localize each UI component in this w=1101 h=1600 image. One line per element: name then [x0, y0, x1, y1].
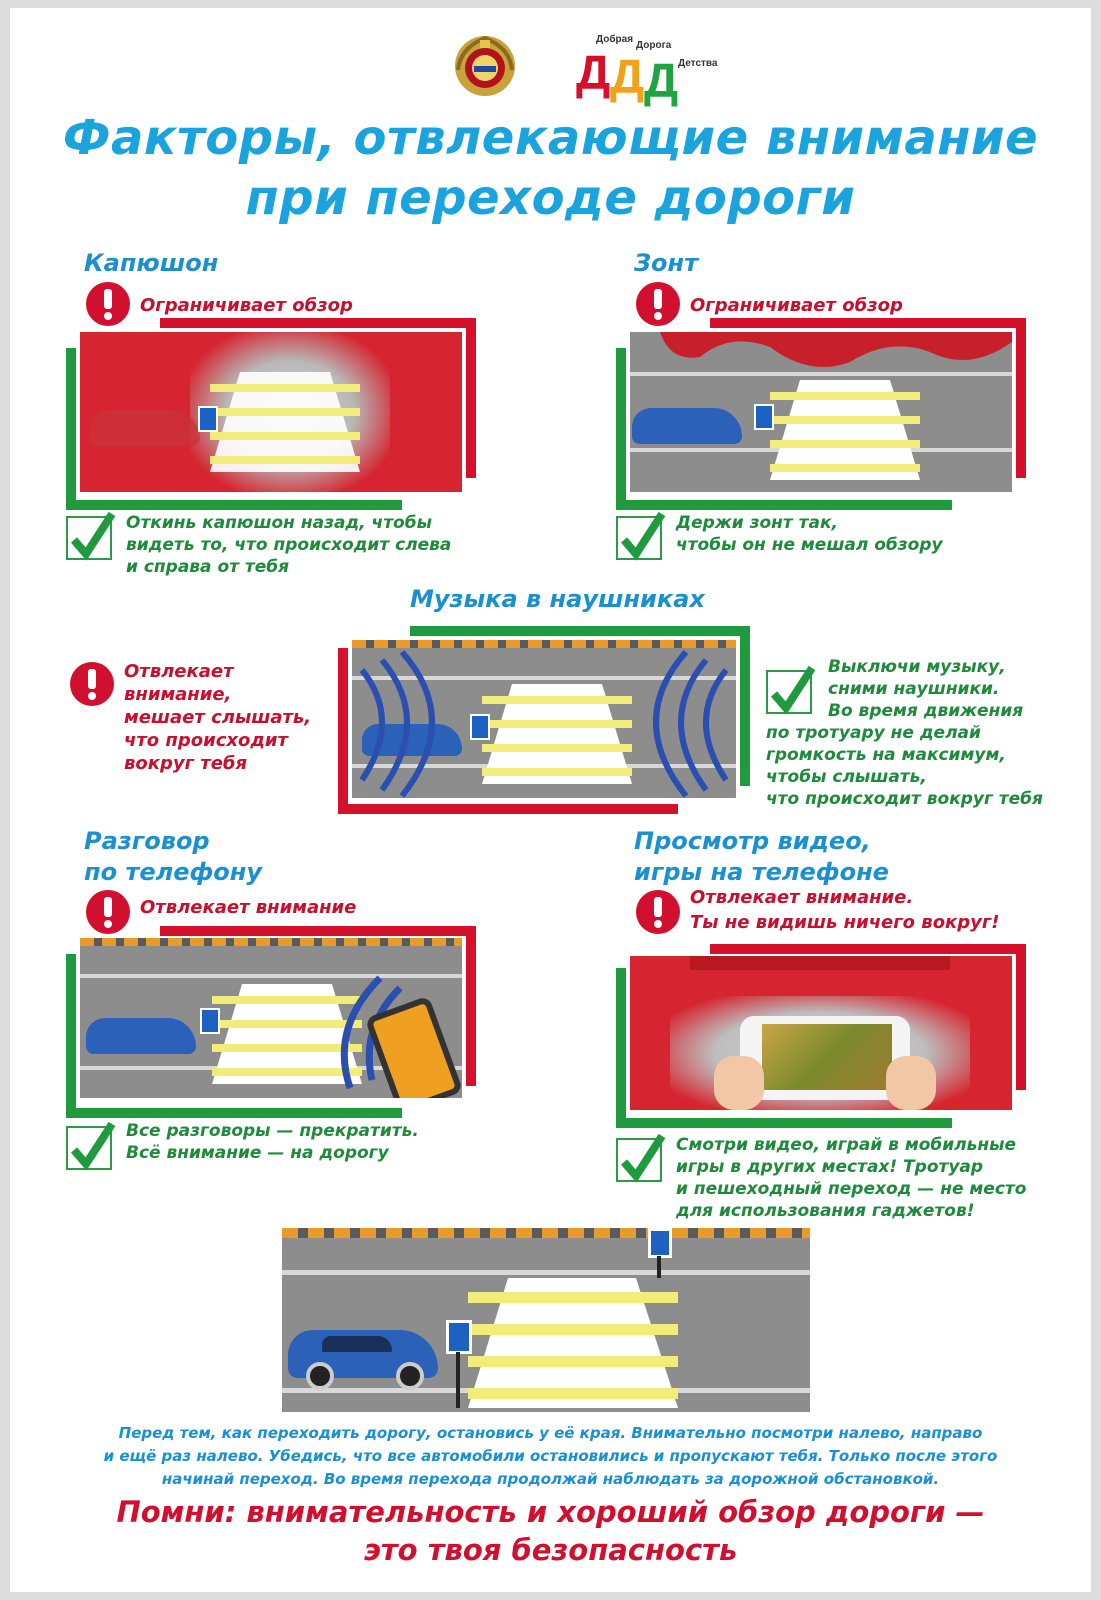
- music-advice-3: Во время движения: [828, 701, 1024, 721]
- music-warning-2: внимание,: [124, 684, 232, 705]
- zebra-crossing: [770, 380, 920, 480]
- car-wheel-rear: [396, 1362, 424, 1390]
- music-warning-3: мешает слышать,: [124, 707, 312, 728]
- umbrella-advice-1: Держи зонт так,: [676, 513, 838, 533]
- video-title-1: Просмотр видео,: [634, 827, 871, 855]
- music-advice-6: чтобы слышать,: [766, 767, 927, 787]
- poster-title-line1: Факторы, отвлекающие внимание: [62, 110, 1039, 166]
- frame-green-left: [66, 954, 76, 1118]
- frame-red-right: [1016, 944, 1026, 1090]
- pedestrian-crossing-sign-icon: [200, 1008, 220, 1034]
- music-title: Музыка в наушниках: [410, 585, 705, 613]
- video-scene: [630, 956, 1012, 1110]
- hood-title: Капюшон: [84, 249, 219, 277]
- car-icon: [632, 408, 742, 444]
- game-screen: [762, 1024, 892, 1090]
- umbrella-advice-2: чтобы он не мешал обзору: [676, 535, 943, 555]
- exclamation-icon: [636, 890, 680, 934]
- frame-red-right: [1016, 318, 1026, 478]
- frame-red-top: [710, 318, 1026, 328]
- video-advice-2: игры в других местах! Тротуар: [676, 1157, 984, 1177]
- pedestrian-crossing-sign-icon: [648, 1228, 672, 1258]
- pedestrian-crossing-sign-icon: [754, 404, 774, 430]
- sign-pole: [657, 1256, 661, 1278]
- check-icon: [616, 516, 662, 560]
- footer-text-2: и ещё раз налево. Убедись, что все автомобили остановились и пропускают тебя. Только после этого: [103, 1447, 998, 1465]
- hand-right: [886, 1056, 936, 1110]
- footer-text-1: Перед тем, как переходить дорогу, остановись у её края. Внимательно посмотри налево, направо: [118, 1424, 983, 1442]
- exclamation-icon: [86, 890, 130, 934]
- umbrella-title: Зонт: [634, 249, 699, 277]
- video-title-2: игры на телефоне: [634, 858, 889, 886]
- final-message-1: Помни: внимательность и хороший обзор дороги —: [116, 1495, 985, 1529]
- logo-letter-1: Д: [576, 47, 611, 100]
- frame-red-top: [160, 318, 476, 328]
- video-advice-3: и пешеходный переход — не место: [676, 1179, 1027, 1199]
- video-warning-2: Ты не видишь ничего вокруг!: [690, 912, 1000, 933]
- umbrella-scene: [630, 332, 1012, 492]
- car-icon: [288, 1330, 438, 1378]
- footer-text-3: начинай переход. Во время перехода продолжай наблюдать за дорожной обстановкой.: [161, 1470, 940, 1488]
- music-warning-1: Отвлекает: [124, 661, 234, 682]
- car-icon: [90, 410, 200, 446]
- frame-red-left: [338, 648, 348, 814]
- logo-text-2: Дорога: [636, 40, 672, 51]
- music-advice-4: по тротуару не делай: [766, 723, 981, 743]
- exclamation-icon: [636, 282, 680, 326]
- phone-call-scene: [80, 938, 462, 1098]
- frame-green-left: [66, 348, 76, 510]
- frame-green-right: [740, 626, 750, 786]
- frame-red-right: [466, 318, 476, 478]
- music-advice-1: Выключи музыку,: [828, 657, 1006, 677]
- frame-red-right: [466, 926, 476, 1086]
- video-warning-1: Отвлекает внимание.: [690, 887, 914, 908]
- check-icon: [616, 1138, 662, 1182]
- zebra-crossing: [210, 372, 360, 472]
- phone-call-title-1: Разговор: [84, 827, 210, 855]
- hood-advice-2: видеть то, что происходит слева: [126, 535, 452, 555]
- car-wheel-front: [306, 1362, 334, 1390]
- logo-letter-2: Д: [610, 51, 645, 104]
- exclamation-icon: [86, 282, 130, 326]
- music-warning-4: что происходит: [124, 730, 288, 751]
- hood-scene: [80, 332, 462, 492]
- video-advice-4: для использования гаджетов!: [676, 1201, 975, 1221]
- hand-left: [714, 1056, 764, 1110]
- exclamation-icon: [70, 662, 114, 706]
- frame-green-bottom: [66, 1108, 402, 1118]
- logo-text-1: Добрая: [596, 34, 634, 45]
- ddd-logo: [576, 32, 736, 108]
- police-emblem-icon: [450, 30, 520, 100]
- umbrella-edge: [630, 332, 1012, 382]
- car-window: [322, 1336, 392, 1352]
- frame-green-top: [410, 626, 750, 636]
- check-icon: [66, 1126, 112, 1170]
- check-icon: [66, 516, 112, 560]
- music-advice-5: громкость на максимум,: [766, 745, 1006, 765]
- check-icon: [766, 670, 812, 714]
- hood-advice-3: и справа от тебя: [126, 557, 290, 577]
- frame-green-left: [616, 968, 626, 1128]
- hood-advice-1: Откинь капюшон назад, чтобы: [126, 513, 432, 533]
- pedestrian-crossing-sign-icon: [446, 1320, 472, 1354]
- frame-red-bottom: [338, 804, 678, 814]
- sign-pole: [456, 1352, 460, 1408]
- music-advice-7: что происходит вокруг тебя: [766, 789, 1043, 809]
- bottom-road-scene: [282, 1228, 810, 1412]
- car-icon: [86, 1018, 196, 1054]
- sound-waves-icon: [352, 640, 736, 798]
- frame-red-top: [160, 926, 476, 936]
- phone-call-title-2: по телефону: [84, 858, 262, 886]
- pedestrian-crossing-sign-icon: [198, 406, 218, 432]
- frame-red-top: [710, 944, 1026, 954]
- music-advice-2: сними наушники.: [828, 679, 1000, 699]
- music-warning-5: вокруг тебя: [124, 753, 248, 774]
- logo-letter-3: Д: [644, 55, 679, 108]
- video-advice-1: Смотри видео, играй в мобильные: [676, 1135, 1017, 1155]
- phone-call-advice-2: Всё внимание — на дорогу: [126, 1143, 389, 1163]
- poster: [10, 8, 1091, 1592]
- hood-warning: Ограничивает обзор: [140, 295, 353, 316]
- frame-green-bottom: [616, 1118, 952, 1128]
- umbrella-warning: Ограничивает обзор: [690, 295, 903, 316]
- frame-green-bottom: [616, 500, 952, 510]
- zebra-crossing: [468, 1278, 678, 1408]
- logo-text-3: Детства: [678, 58, 718, 69]
- frame-green-bottom: [66, 500, 402, 510]
- smartphone-icon: [740, 1016, 910, 1100]
- phone-call-warning: Отвлекает внимание: [140, 897, 357, 918]
- frame-green-left: [616, 348, 626, 510]
- music-scene: [352, 640, 736, 798]
- phone-call-advice-1: Все разговоры — прекратить.: [126, 1121, 419, 1141]
- poster-title-line2: при переходе дороги: [245, 170, 856, 226]
- final-message-2: это твоя безопасность: [363, 1533, 738, 1567]
